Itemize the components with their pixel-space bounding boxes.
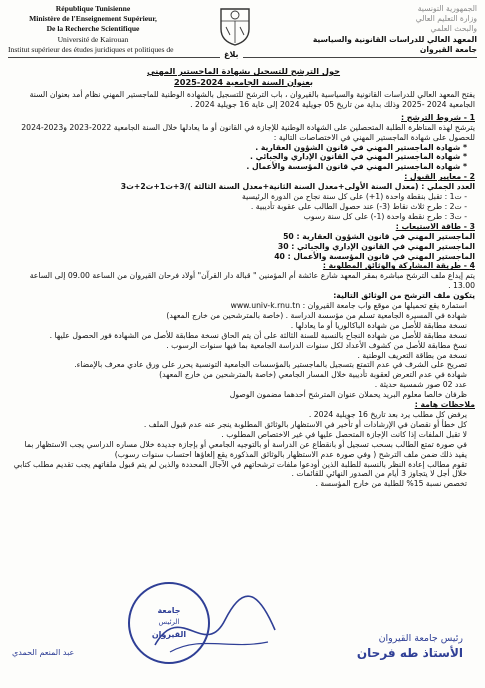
signature-scribble-icon bbox=[150, 590, 280, 660]
announcement-body bbox=[12, 66, 475, 489]
document-list-item: شهادة في عدم التعرض لعقوبة تأديبية خلال المسار الجامعي (خاصة بالمترشحين من خارج المعهد) bbox=[159, 370, 467, 380]
section-2-item: - ت2 : طرح ثلاث نقاط (3-) عند حصول الطالب على عقوبة تأديبية . bbox=[250, 201, 467, 211]
notes-title: ملاحظات هامة : bbox=[414, 400, 475, 410]
section-1-title: 1 - شروط الترشح : bbox=[401, 112, 475, 122]
section-3-title: 3 - طاقة الاستيعاب : bbox=[395, 221, 475, 231]
header-left-line4: Université de Kairouan bbox=[57, 34, 129, 44]
announcement-title-2: بعنوان السنة الجامعية 2024-2025 bbox=[174, 76, 313, 87]
stamp-line-1: جامعة bbox=[157, 606, 181, 615]
section-2-item: - ت3 : طرح نقطة واحدة (1-) على كل سنة رسوب bbox=[303, 211, 467, 221]
note-item: تخصص نسبة 15% للطلبة من خارج المؤسسة . bbox=[315, 479, 467, 489]
announcement-intro: يفتح المعهد العالي للدراسات القانونية والسياسية بالقيروان ، باب الترشح للتسجيل بالشهادة الوطنية للماجستير المهني نظام أمد بعنوان السنة الجامعية 2024 -2025 وذلك بداية من تاريخ 05 جويلية 2024 إلى غاية 16 جويلية 2024 . bbox=[29, 90, 475, 109]
header-left-line5: Institut supérieur des études juridiques et politiques de bbox=[8, 44, 174, 54]
document-list-item: ظرفان خالصا معلوم البريد يحملان عنوان المترشح أحدهما مضمون الوصول bbox=[229, 390, 467, 400]
document-list-item: نسخ مطابقة للأصل من كشوف الأعداد لكل سنوات الدراسة الجامعية بما فيها سنوات الرسوب . bbox=[166, 340, 467, 350]
note-item: تقوم مطالب إعادة النظر بالنسبة للطلبة الذين أودعوا ملفات ترشحاتهم في الآجال المحددة والذين لم يتم قبول ملفاتهم يجب تقديم مطلب كتابي خلال أجل لا يتجاوز 3 أيام من الصدور النهائي للقائمات . bbox=[13, 459, 467, 479]
stamp-line-2: الرئيس bbox=[158, 618, 180, 626]
section-2-formula: العدد الجملي : (معدل السنة الأولى+معدل السنة الثانية+معدل السنة الثالثة )/3+ت1+ت2+ت3 bbox=[120, 182, 475, 192]
tunisia-emblem-icon bbox=[213, 3, 257, 47]
note-item: يرفض كل مطلب يرد بعد تاريخ 16 جويلية 2024 . bbox=[308, 410, 467, 419]
document-list-item: نسخة من بطاقة التعريف الوطنية . bbox=[357, 350, 467, 360]
section-3-item: الماجستير المهني في القانون الإداري والجبائي : 30 bbox=[277, 241, 475, 251]
document-list-item: استمارة يقع تحميلها من موقع واب جامعة القيروان : www.univ-k.rnu.tn bbox=[230, 301, 467, 311]
section-4-text-2: يتكون ملف الترشح من الوثائق التالية: bbox=[333, 291, 475, 301]
document-list-item: عدد 02 صور شمسية حديثة . bbox=[374, 380, 467, 390]
document-list-item: نسخة مطابقة للأصل من شهادة الباكالوريا أو ما يعادلها . bbox=[290, 320, 467, 330]
document-list-item: شهادة في المسيرة الجامعية تسلم من مؤسسة الدراسة . (خاصة بالمترشحين من خارج المعهد) bbox=[166, 310, 467, 320]
note-item: لا تقبل الملفات إذا كانت الإجازة المتحصل عليها في غير الاختصاص المطلوب . bbox=[221, 429, 467, 439]
section-1-item: * شهادة الماجستير المهني في قانون المؤسسة والأعمال . bbox=[246, 162, 467, 172]
header-right-line4: المعهد العالي للدراسات القانونية والسياسية bbox=[312, 34, 477, 44]
header-right bbox=[302, 4, 477, 55]
header-right-line1: الجمهورية التونسية bbox=[417, 4, 477, 13]
section-3-item: الماجستير المهني في قانون المؤسسة والأعمال : 40 bbox=[274, 251, 475, 261]
header-left bbox=[8, 4, 178, 55]
section-4-text-1: يتم إيداع ملف الترشح مباشرة بمقر المعهد شارع عائشة أم المؤمنين " قبالة دار القرآن" أولاد فرحان القيروان من الساعة 09.00 إلى الساعة 13.00 . bbox=[29, 271, 475, 291]
announcement-heading: بلاغ bbox=[220, 50, 243, 59]
stamp-line-3: القيروان bbox=[151, 630, 187, 639]
header-right-line5: جامعة القيروان bbox=[419, 44, 477, 54]
document-list-item: نسخة مطابقة للأصل من شهادة النجاح بالنسبة للسنة الثالثة على أن يتم الحاق نسخة مطابقة للأصل من الشهادة فور الحصول عليها . bbox=[49, 330, 467, 340]
note-item: في صورة تمتع الطالب بسحب تسجيل أو بانقطاع عن الدراسة أو بالتوجيه الجامعي أو بإجازة جديدة خلال مساره الدراسي يجب الاستظهار بما يفيد ذلك ضمن ملف الترشح ( وفي صورة عدم الاستظهار بالوثائق المذكورة يقع إلغاؤها احتساب سنوات رسوب) bbox=[24, 439, 467, 459]
signature-left: عبد المنعم الحمدي bbox=[12, 648, 75, 657]
header-left-line2: Ministère de l'Enseignement Supérieur, bbox=[29, 14, 157, 24]
signature-name: الأستاذ طه فرحان bbox=[356, 646, 463, 660]
note-item: كل خطأ أو نقصان في الإرشادات أو تأخير في الاستظهار بالوثائق المطلوبة ينجر عنه عدم قبول الملف . bbox=[143, 419, 467, 429]
header-right-line3: والبحث العلمي bbox=[430, 24, 477, 34]
section-1-text: يترشح لهذه المناظرة الطلبة المتحصلين على الشهادة الوطنية للإجازة في القانون أو ما يعادلها خلال السنة الجامعية 2022-2023 و2023-2024 للحصول على شهادة الماجستير المهني في الاختصاصات التالية : bbox=[21, 122, 475, 142]
signature-role: رئيس جامعة القيروان bbox=[378, 633, 463, 644]
section-1-item: * شهادة الماجستير المهني في قانون الشؤون العقارية . bbox=[255, 142, 467, 152]
document-list-item: تصريح على الشرف في عدم التمتع بتسجيل بالماجستير بالمؤسسات الجامعية التونسية يحرر على ورق عادي معرف بالإمضاء. bbox=[74, 360, 467, 370]
section-2-item: - ت1 : تقبل بنقطة واحدة (1+) على كل سنة نجاح من الدورة الرئيسية bbox=[242, 192, 467, 202]
section-3-item: الماجستير المهني في قانون الشؤون العقارية : 50 bbox=[283, 231, 475, 241]
section-2-title: 2 - معايير القبول : bbox=[404, 172, 475, 182]
header-left-line1: République Tunisienne bbox=[55, 4, 131, 13]
signature-block bbox=[263, 632, 463, 660]
announcement-title-1: حول الترشح للتسجيل بشهادة الماجستير المهني bbox=[146, 66, 341, 76]
header-right-line2: وزارة التعليم العالي bbox=[415, 14, 477, 24]
header-left-line3: De la Recherche Scientifique bbox=[46, 24, 140, 34]
section-1-item: * شهادة الماجستير المهني في القانون الإداري والجبائي . bbox=[250, 152, 467, 162]
section-4-title: 4 - طريقة المشاركة والوثائق المطلوبة : bbox=[322, 261, 475, 271]
